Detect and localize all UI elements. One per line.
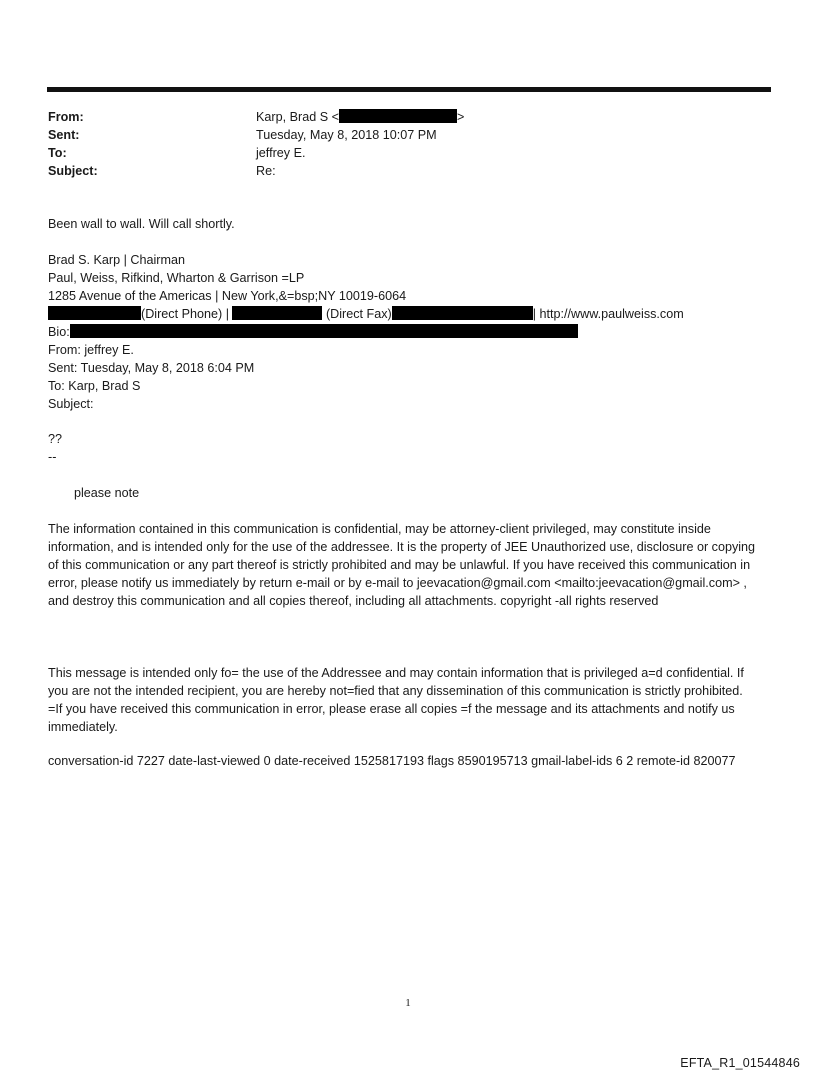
subject-label: Subject:: [48, 164, 98, 178]
to-value: jeffrey E.: [256, 146, 306, 160]
header-rule: [47, 87, 771, 92]
sig-firm: Paul, Weiss, Rifkind, Wharton & Garrison =LP: [48, 271, 305, 285]
please-note: please note: [74, 486, 140, 500]
quoted-body: [48, 430, 768, 466]
redaction-box: [392, 306, 533, 320]
sig-bio: Bio:: [48, 325, 70, 339]
quoted-sent: Sent: Tuesday, May 8, 2018 6:04 PM: [48, 361, 255, 375]
sig-name: Brad S. Karp | Chairman: [48, 253, 185, 267]
sig-contact: [48, 305, 768, 323]
redaction-box: [232, 306, 322, 320]
from-bracket: >: [456, 110, 465, 124]
redaction-box: [70, 324, 578, 338]
sig-address: 1285 Avenue of the Americas | New York,&=bsp;NY 10019-6064: [48, 289, 407, 303]
email-header: [48, 108, 748, 180]
quoted-text: ??: [48, 432, 63, 446]
disclaimer-1: The information contained in this communication is confidential, may be attorney-client privileged, may constitute inside information, and is intended only for the use of the addressee. It is the property of JEE Unauthorized use, disclosure or copying of this communication or any part thereof is strictly prohibited and may be unlawful. If you have received this communication in error, please notify us immediately by return e-mail or by e-mail to jeevacation@gmail.com <mailto:jeevacation@gmail.com> , and destroy this communication and all copies thereof, including all attachments. copyright -all rights reserved: [48, 522, 756, 608]
quoted-to: To: Karp, Brad S: [48, 379, 141, 393]
metadata: conversation-id 7227 date-last-viewed 0 date-received 1525817193 flags 8590195713 gmail-label-ids 6 2 remote-id 820077: [48, 754, 736, 768]
to-label: To:: [48, 146, 67, 160]
from-value: [256, 108, 748, 126]
sig-fax: (Direct Fax): [325, 307, 392, 321]
subject-row: [48, 162, 748, 180]
sent-row: [48, 126, 748, 144]
subject-value: Re:: [256, 164, 276, 178]
document-id: EFTA_R1_01544846: [680, 1056, 800, 1070]
page-number: 1: [405, 997, 411, 1009]
reply-line: Been wall to wall. Will call shortly.: [48, 217, 235, 231]
from-name: Karp, Brad S <: [256, 110, 339, 124]
disclaimer-2: This message is intended only fo= the use of the Addressee and may contain information that is privileged a=d confidential. If you are not the intended recipient, you are hereby not=fied that any dissemination of this communication is strictly prohibited. =If you have received this communication in error, please erase all copies =f the message and its attachments and notify us immediately.: [48, 666, 744, 734]
sent-label: Sent:: [48, 128, 80, 142]
signature: [48, 251, 768, 413]
redaction-box: [48, 306, 141, 320]
quoted-from: From: jeffrey E.: [48, 343, 134, 357]
sig-web: | http://www.paulweiss.com: [532, 307, 684, 321]
sent-value: Tuesday, May 8, 2018 10:07 PM: [256, 128, 437, 142]
to-row: [48, 144, 748, 162]
reply-body: [48, 215, 768, 233]
sig-phone: (Direct Phone) |: [141, 307, 229, 321]
from-label: From:: [48, 110, 84, 124]
sig-bio-row: [48, 323, 768, 341]
redaction-box: [339, 109, 457, 123]
quoted-subject: Subject:: [48, 397, 94, 411]
from-row: [48, 108, 748, 126]
please-note-block: [48, 484, 794, 502]
signature-separator: --: [48, 450, 57, 464]
